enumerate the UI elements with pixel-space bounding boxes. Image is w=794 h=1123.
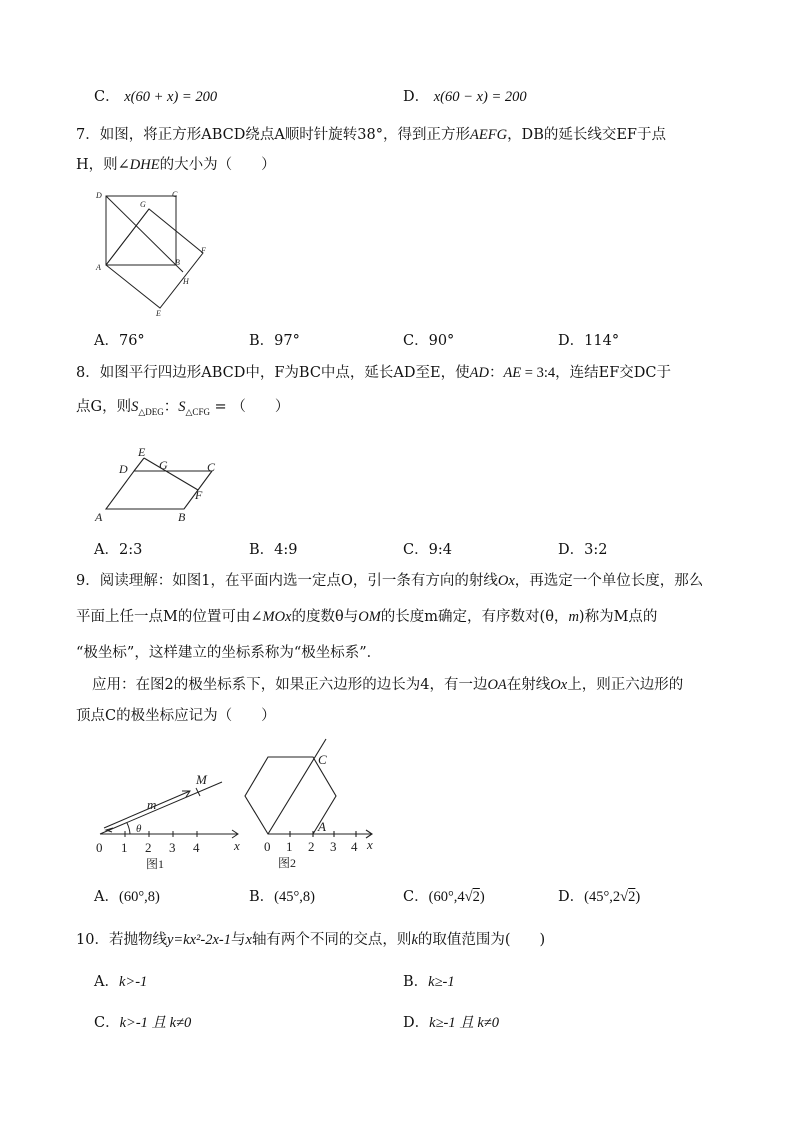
label-x: x [367,837,373,852]
q10-option-b [403,973,455,991]
q8-stem-line1 [76,364,671,382]
sqrt-symbol: √ [620,889,629,905]
tick-label-0: 0 [96,840,103,855]
tick-label-1: 1 [121,840,128,855]
q9-text: 在射线 [506,677,551,693]
label-a: A [95,510,103,524]
q8-math: AD [469,365,489,381]
q8-text: = （ ） [209,399,290,415]
option-text: (45°,8) [274,889,315,905]
sqrt-radicand: 2 [628,889,636,905]
option-label: B． [403,974,429,990]
tick-label-3: 3 [169,840,176,855]
q8-text: 点G，则 [76,399,132,415]
tick-label-4: 4 [351,839,358,854]
q9-text: )称为M点的 [578,609,658,625]
option-label: B． [249,889,275,905]
q8-subscript: △DEG [138,406,164,417]
q10-math: y=kx²-2x-1 [166,932,231,948]
tick-label-2: 2 [145,840,152,855]
q7-math: ∠DHE [117,157,160,173]
q10-text: 的取值范围为( ) [417,932,546,948]
option-label: C． [403,542,429,558]
line-ef [144,458,198,490]
q7-option-b [249,332,300,350]
q7-text: H，则 [76,157,118,173]
option-label: A． [94,333,119,349]
option-text: k≥-1 [428,974,455,990]
q8-option-c [403,541,452,559]
label-f: F [195,488,203,502]
q7-text: 7．如图，将正方形ABCD绕点A顺时针旋转38°，得到正方形 [76,127,471,143]
q7-stem-line2 [76,156,276,174]
option-label: D． [403,1015,430,1031]
q9-stem-line5: 顶点C的极坐标应记为（ ） [76,708,276,724]
q8-option-a [94,541,142,559]
option-text: 2:3 [118,542,143,558]
q9-math: ∠MOx [250,609,292,625]
option-label: D． [558,889,585,905]
option-text: (60°,4 [428,889,465,905]
label-c: C [207,460,216,474]
q7-figure [90,188,220,320]
option-text: 4:9 [274,542,298,558]
option-text: 3:2 [584,542,608,558]
q10-option-d [403,1014,499,1032]
q9-text: 的长度m确定，有序数对(θ， [380,609,569,625]
option-label: C． [403,333,429,349]
option-text: 9:4 [428,542,452,558]
line-de [134,458,144,471]
q8-stem-line2 [76,398,289,421]
q10-text: 与 [231,932,246,948]
q9-text: 应用：在图2的极坐标系下，如果正六边形的边长为4，有一边 [92,677,488,693]
q8-figure [92,442,228,526]
q10-stem-line1 [76,931,545,949]
q9-math: m [568,609,579,625]
q8-math: AE [503,365,522,381]
q9-option-a [94,888,160,906]
q10-text: 轴有两个不同的交点，则 [251,932,412,948]
option-text: 114° [584,333,620,349]
label-f: F [201,246,206,255]
q8-subscript: △CFG [185,406,210,417]
q8-option-d [558,541,607,559]
q10-option-c [94,1014,191,1032]
label-d: D [96,191,102,200]
label-h: H [183,277,189,286]
label-c: C [318,752,327,767]
option-text: 90° [428,333,455,349]
label-d: D [119,462,128,476]
tick-label-1: 1 [286,839,293,854]
q9-stem-line3: “极坐标”，这样建立的坐标系称为“极坐标系”． [76,645,382,661]
option-label: B． [249,542,275,558]
label-a: A [96,263,101,272]
label-m-point: M [196,772,207,787]
q7-option-d [558,332,619,350]
option-label: C． [94,89,120,105]
option-label: D． [558,333,585,349]
option-formula: x(60 − x) = 200 [433,89,527,105]
option-text: ) [635,889,641,905]
tick-label-0: 0 [264,839,271,854]
option-text: k≥-1 且 k≠0 [429,1015,500,1031]
q8-math: = 3:4 [521,365,556,381]
q9-stem-line1 [76,572,703,590]
q7-option-a [94,332,145,350]
square-aefg [106,209,203,308]
q9-option-d [558,888,640,906]
q8-option-b [249,541,298,559]
q9-option-c [403,888,485,906]
q7-stem-line1 [76,126,666,144]
label-g: G [140,200,146,209]
tick-label-3: 3 [330,839,337,854]
label-a: A [318,819,326,834]
q7-option-c [403,332,454,350]
q8-text: ，连结EF交DC于 [555,365,672,381]
q8-text: 8．如图平行四边形ABCD中，F为BC中点，延长AD至E，使 [76,365,470,381]
q8-text: ： [488,365,504,381]
label-b: B [175,258,180,267]
option-label: A． [94,889,119,905]
option-label: C． [94,1015,120,1031]
q8-area-symbol: S [131,399,139,415]
q7-math: AEFG [470,127,508,143]
q8-text: ： [163,399,179,415]
tick-label-4: 4 [193,840,200,855]
q8-area-symbol: S [178,399,186,415]
q9-stem-line4 [92,676,683,694]
option-label: D． [558,542,585,558]
option-label: D． [403,89,430,105]
ray-om [100,782,222,834]
label-m-length: m [147,797,157,812]
option-text: 76° [118,333,145,349]
q9-figure-1 [92,762,250,874]
tick-label-2: 2 [308,839,315,854]
q10-option-a [94,973,147,991]
q9-text: ，再选定一个单位长度，那么 [514,573,704,589]
q9-figure-2 [238,736,388,872]
option-text: (60°,8) [118,889,160,905]
q6-option-c [94,88,217,106]
option-text: k>-1 [118,974,148,990]
label-g: G [159,458,168,472]
option-label: B． [249,333,275,349]
q9-stem-line2 [76,608,657,626]
label-b: B [178,510,186,524]
q9-text: 的度数θ与 [291,609,359,625]
q9-math: OA [487,677,507,693]
q10-math: x [245,932,252,948]
angle-arc [127,823,130,834]
q9-math: OM [358,609,381,625]
q9-math: Ox [550,677,568,693]
option-text: (45°,2 [584,889,621,905]
q9-text: 平面上任一点M的位置可由 [76,609,251,625]
option-text: ) [479,889,485,905]
q7-text: 的大小为（ ） [159,157,276,173]
sqrt-symbol: √ [464,889,473,905]
label-e: E [156,309,161,318]
label-x: x [234,838,240,853]
q9-option-b [249,888,315,906]
q9-text: 9．阅读理解：如图1，在平面内选一定点O，引一条有方向的射线 [76,573,498,589]
q9-math: Ox [497,573,515,589]
figure-2-caption: 图2 [278,856,297,870]
label-e: E [138,445,146,459]
option-label: A． [94,542,119,558]
q9-text: 上，则正六边形的 [567,677,684,693]
option-text: k>-1 且 k≠0 [119,1015,192,1031]
q6-option-d [403,88,527,106]
option-label: C． [403,889,429,905]
q7-text: ，DB的延长线交EF于点 [507,127,666,143]
label-c: C [172,190,178,199]
option-label: A． [94,974,119,990]
figure-1-caption: 图1 [146,857,165,871]
q10-text: 10．若抛物线 [76,932,167,948]
option-formula: x(60 + x) = 200 [124,89,218,105]
option-text: 97° [274,333,300,349]
label-theta: θ [136,823,142,835]
sqrt-radicand: 2 [472,889,480,905]
q10-math: k [411,932,418,948]
